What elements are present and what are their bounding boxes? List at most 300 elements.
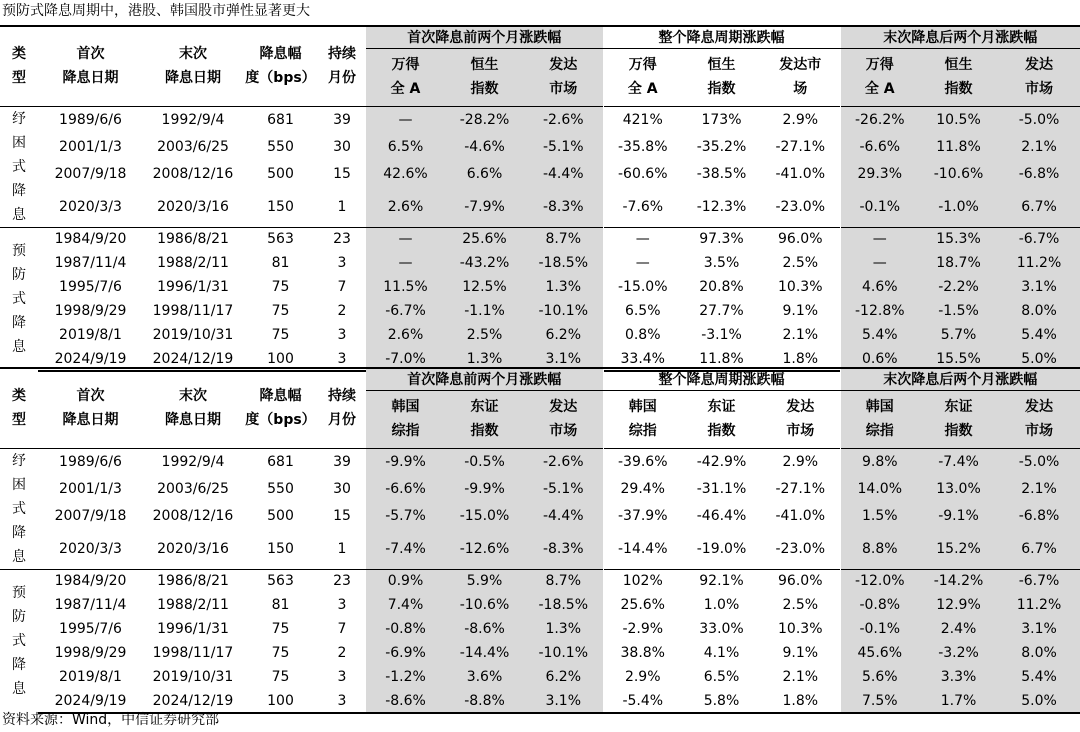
info-cell: 1988/2/11 [157,597,229,613]
value-cell: -1.0% [919,188,998,227]
value-cell: 33.4% [603,347,682,371]
value-cell: 7.5% [840,689,919,713]
value-cell: 0.8% [603,323,682,347]
value-cell: -37.9% [603,503,682,530]
info-cell: 500 [267,166,294,183]
value-cell: 102% [603,569,682,593]
value-cell: 18.7% [919,251,998,275]
value-cell: -5.0% [998,106,1080,133]
table-row [0,503,1080,530]
source-note: 资料来源：Wind，中信证券研究部 [2,712,220,728]
sub-header: 发达 市场 [786,399,815,439]
value-cell: 2.1% [998,133,1080,160]
value-cell: — [366,106,445,133]
info-cell: 2024/9/19 [38,689,143,713]
sub-header: 韩国 综指 [366,390,445,448]
value-cell: 6.2% [524,665,603,689]
category-relief: 纾 困 式 降 息 [0,448,38,569]
value-cell: 11.5% [366,275,445,299]
table-row [0,530,1080,569]
value-cell: 38.8% [603,641,682,665]
info-cell: 2024/9/19 [38,347,143,371]
value-cell: 96.0% [761,569,840,593]
value-cell: -18.5% [524,251,603,275]
info-cell: 100 [243,347,318,371]
table-row [0,161,1080,188]
value-cell: 45.6% [840,641,919,665]
value-cell: -2.6% [524,106,603,133]
value-cell: -1.1% [445,299,524,323]
value-cell: 9.1% [782,303,819,319]
group-post-header: 末次降息后两个月涨跌幅 [840,368,1080,390]
value-cell: 5.9% [445,569,524,593]
info-cell: 2020/3/3 [59,199,122,216]
value-cell: — [603,227,682,251]
value-cell: 3.1% [998,617,1080,641]
korea-japan-table [0,367,1080,714]
first-cut-header: 首次 降息日期 [38,368,143,448]
value-cell: 15.2% [919,530,998,569]
info-cell: 2019/10/31 [152,669,234,685]
value-cell: -19.0% [696,541,747,558]
value-cell: 2.6% [366,188,445,227]
value-cell: -35.2% [696,139,747,156]
info-cell: 1996/1/31 [157,279,229,295]
value-cell: -14.4% [445,641,524,665]
value-cell: -5.4% [603,689,682,713]
group-cycle-header: 整个降息周期涨跌幅 [603,368,840,390]
value-cell: 421% [603,106,682,133]
info-cell: 1989/6/6 [38,106,143,133]
value-cell: 3.3% [919,665,998,689]
info-cell: 2007/9/18 [54,166,127,183]
value-cell: -6.8% [998,503,1080,530]
value-cell: 27.7% [699,303,744,319]
value-cell: -2.9% [603,617,682,641]
value-cell: 10.3% [778,279,823,295]
value-cell: 15.5% [919,347,998,371]
value-cell: 11.2% [998,251,1080,275]
value-cell: -31.1% [696,481,747,498]
group-pre-header: 首次降息前两个月涨跌幅 [366,26,603,48]
group-cycle-header: 整个降息周期涨跌幅 [603,26,840,48]
value-cell: 2.9% [761,448,840,475]
info-cell: 2001/1/3 [59,481,122,498]
value-cell: -42.9% [682,448,761,475]
info-cell: 15 [333,166,351,183]
category-preventive: 预 防 式 降 息 [0,227,38,371]
info-cell: 1989/6/6 [38,448,143,475]
value-cell: — [366,227,445,251]
table-row [0,323,1080,347]
sub-header: 发达 市场 [998,48,1080,106]
info-cell: 30 [333,481,351,498]
sub-header: 东证 指数 [919,390,998,448]
table-row [0,641,1080,665]
value-cell: -7.0% [366,347,445,371]
value-cell: 97.3% [682,227,761,251]
value-cell: -9.1% [919,503,998,530]
group-pre-header: 首次降息前两个月涨跌幅 [366,368,603,390]
value-cell: -39.6% [603,448,682,475]
info-cell: 681 [243,448,318,475]
sub-header: 发达 市场 [524,48,603,106]
value-cell: -15.0% [603,275,682,299]
value-cell: 25.6% [445,227,524,251]
info-cell: 1998/9/29 [54,303,127,319]
value-cell: 1.0% [703,597,740,613]
value-cell: -43.2% [445,251,524,275]
value-cell: 9.1% [782,645,819,661]
value-cell: 1.3% [524,617,603,641]
info-cell: 2019/8/1 [59,669,122,685]
info-cell: 150 [267,541,294,558]
value-cell: -1.5% [919,299,998,323]
info-cell: 39 [318,448,366,475]
value-cell: -0.1% [840,617,919,641]
value-cell: 3.1% [524,347,603,371]
value-cell: -9.9% [366,448,445,475]
value-cell: -4.6% [445,133,524,160]
value-cell: — [366,251,445,275]
value-cell: -12.3% [696,199,747,216]
value-cell: 2.1% [782,669,819,685]
table-row [0,227,1080,251]
value-cell: 2.5% [782,255,819,271]
info-cell: 1 [337,541,347,558]
value-cell: 2.5% [445,323,524,347]
table-row [0,188,1080,227]
value-cell: -38.5% [696,166,747,183]
value-cell: -18.5% [524,593,603,617]
info-cell: 39 [318,106,366,133]
value-cell: -7.6% [603,188,682,227]
info-cell: 2008/12/16 [152,166,234,183]
duration-header: 持续 月份 [318,368,366,448]
value-cell: 2.9% [761,106,840,133]
value-cell: -5.7% [366,503,445,530]
value-cell: 8.0% [998,641,1080,665]
info-cell: 3 [318,689,366,713]
value-cell: 1.5% [840,503,919,530]
last-cut-header: 末次 降息日期 [143,26,243,106]
value-cell: 6.6% [445,161,524,188]
value-cell: 2.9% [603,665,682,689]
sub-header: 恒生 指数 [707,57,736,97]
info-cell: 75 [271,621,290,637]
value-cell: -14.4% [603,530,682,569]
info-cell: 2024/12/19 [143,347,243,371]
value-cell: -23.0% [775,199,826,216]
value-cell: 1.8% [761,347,840,371]
value-cell: 12.9% [919,593,998,617]
value-cell: 25.6% [603,593,682,617]
value-cell: -4.4% [524,503,603,530]
value-cell: 10.5% [919,106,998,133]
info-cell: 2019/8/1 [59,327,122,343]
value-cell: 5.0% [998,689,1080,713]
value-cell: 96.0% [761,227,840,251]
value-cell: 11.2% [998,593,1080,617]
info-cell: 7 [337,279,347,295]
value-cell: 8.0% [998,299,1080,323]
info-cell: 550 [267,481,294,498]
value-cell: 3.1% [524,689,603,713]
value-cell: -6.7% [366,299,445,323]
value-cell: 6.5% [703,669,740,685]
value-cell: -3.2% [919,641,998,665]
info-cell: 2003/6/25 [157,139,229,156]
value-cell: — [603,251,682,275]
value-cell: 42.6% [366,161,445,188]
value-cell: -7.4% [366,530,445,569]
value-cell: 6.5% [366,133,445,160]
value-cell: -6.6% [366,475,445,502]
value-cell: -8.6% [366,689,445,713]
value-cell: -14.2% [919,569,998,593]
value-cell: -8.3% [524,530,603,569]
value-cell: -6.8% [998,161,1080,188]
info-cell: 100 [243,689,318,713]
info-cell: 1987/11/4 [54,255,127,271]
hk-china-table [0,25,1080,372]
sub-header: 韩国 综指 [840,390,919,448]
info-cell: 1 [337,199,347,216]
info-cell: 1988/2/11 [157,255,229,271]
table-row [0,133,1080,160]
info-cell: 75 [271,645,290,661]
sub-header: 万得 全 A [840,48,919,106]
info-cell: 81 [271,597,290,613]
value-cell: 0.9% [366,569,445,593]
info-cell: 2008/12/16 [152,508,234,525]
info-cell: 2 [337,645,347,661]
value-cell: -6.9% [366,641,445,665]
info-cell: 7 [337,621,347,637]
info-cell: 2020/3/3 [59,541,122,558]
value-cell: -12.6% [445,530,524,569]
value-cell: -26.2% [840,106,919,133]
sub-header: 发达 市场 [998,390,1080,448]
value-cell: 1.7% [919,689,998,713]
value-cell: -5.1% [524,475,603,502]
value-cell: 1.3% [445,347,524,371]
value-cell: -6.6% [840,133,919,160]
value-cell: 2.4% [919,617,998,641]
info-cell: 2020/3/16 [157,199,229,216]
info-cell: 23 [318,569,366,593]
info-cell: 1995/7/6 [59,621,122,637]
value-cell: 12.5% [445,275,524,299]
value-cell: -7.9% [445,188,524,227]
sub-header: 万得 全 A [366,48,445,106]
table-row [0,569,1080,593]
last-cut-header: 末次 降息日期 [143,368,243,448]
value-cell: — [840,251,919,275]
category-relief: 纾 困 式 降 息 [0,106,38,227]
value-cell: -8.6% [445,617,524,641]
value-cell: -41.0% [775,508,826,525]
sub-header: 万得 全 A [603,48,682,106]
info-cell: 30 [333,139,351,156]
value-cell: 2.5% [782,597,819,613]
value-cell: -4.4% [524,161,603,188]
value-cell: -8.3% [524,188,603,227]
info-cell: 2003/6/25 [157,481,229,498]
value-cell: 5.4% [840,323,919,347]
value-cell: 6.7% [998,188,1080,227]
info-cell: 3 [337,597,347,613]
table-row [0,275,1080,299]
info-cell: 2019/10/31 [152,327,234,343]
value-cell: 29.4% [603,475,682,502]
info-cell: 2007/9/18 [54,508,127,525]
value-cell: -60.6% [603,161,682,188]
table-row [0,106,1080,133]
sub-header: 东证 指数 [445,390,524,448]
table-row [0,593,1080,617]
value-cell: 33.0% [699,621,744,637]
info-cell: 1986/8/21 [143,227,243,251]
value-cell: 8.7% [524,227,603,251]
value-cell: 20.8% [699,279,744,295]
info-cell: 3 [318,347,366,371]
info-cell: 1995/7/6 [59,279,122,295]
table-row [0,665,1080,689]
table-row [0,617,1080,641]
value-cell: 92.1% [682,569,761,593]
info-cell: 75 [271,303,290,319]
value-cell: -15.0% [445,503,524,530]
info-cell: 23 [318,227,366,251]
value-cell: -12.8% [840,299,919,323]
value-cell: 13.0% [919,475,998,502]
value-cell: -6.7% [998,569,1080,593]
info-cell: 2 [337,303,347,319]
info-cell: 81 [271,255,290,271]
value-cell: 6.7% [998,530,1080,569]
info-cell: 1998/11/17 [152,645,234,661]
value-cell: 5.4% [998,665,1080,689]
value-cell: 3.5% [703,255,740,271]
info-cell: 1996/1/31 [157,621,229,637]
value-cell: 11.8% [919,133,998,160]
info-cell: 3 [337,255,347,271]
value-cell: -0.8% [840,593,919,617]
value-cell: -7.4% [919,448,998,475]
info-cell: 550 [267,139,294,156]
page-title: 预防式降息周期中，港股、韩国股市弹性显著更大 [2,3,310,19]
value-cell: -35.8% [603,133,682,160]
value-cell: -23.0% [775,541,826,558]
info-cell: 1987/11/4 [54,597,127,613]
sub-header: 恒生 指数 [919,48,998,106]
sub-header: 恒生 指数 [445,48,524,106]
value-cell: -6.7% [998,227,1080,251]
value-cell: 1.8% [761,689,840,713]
value-cell: 1.3% [524,275,603,299]
info-cell: 15 [333,508,351,525]
value-cell: 7.4% [366,593,445,617]
info-cell: 3 [337,669,347,685]
value-cell: -3.1% [701,327,742,343]
type-header: 类 型 [0,368,38,448]
value-cell: -8.8% [445,689,524,713]
group-post-header: 末次降息后两个月涨跌幅 [840,26,1080,48]
value-cell: -12.0% [840,569,919,593]
value-cell: 5.6% [840,665,919,689]
value-cell: -5.1% [524,133,603,160]
value-cell: 5.4% [998,323,1080,347]
category-preventive: 预 防 式 降 息 [0,569,38,713]
value-cell: 14.0% [840,475,919,502]
info-cell: 1998/9/29 [54,645,127,661]
sub-header: 东证 指数 [707,399,736,439]
info-cell: 1984/9/20 [38,227,143,251]
value-cell: -0.5% [445,448,524,475]
info-cell: 1992/9/4 [143,106,243,133]
value-cell: -41.0% [775,166,826,183]
value-cell: 8.8% [840,530,919,569]
value-cell: 3.1% [998,275,1080,299]
value-cell: -10.1% [524,641,603,665]
value-cell: 6.5% [603,299,682,323]
value-cell: 4.1% [703,645,740,661]
value-cell: -0.1% [840,188,919,227]
value-cell: -5.0% [998,448,1080,475]
info-cell: 1984/9/20 [38,569,143,593]
value-cell: -46.4% [696,508,747,525]
value-cell: -10.6% [919,161,998,188]
info-cell: 563 [243,227,318,251]
info-cell: 150 [267,199,294,216]
info-cell: 2020/3/16 [157,541,229,558]
value-cell: -1.2% [366,665,445,689]
info-cell: 500 [267,508,294,525]
duration-header: 持续 月份 [318,26,366,106]
value-cell: -27.1% [775,481,826,498]
value-cell: -10.1% [524,299,603,323]
value-cell: 10.3% [778,621,823,637]
info-cell: 681 [243,106,318,133]
sub-header: 韩国 综指 [603,390,682,448]
value-cell: 5.0% [998,347,1080,371]
value-cell: 5.8% [682,689,761,713]
value-cell: 15.3% [919,227,998,251]
value-cell: — [840,227,919,251]
value-cell: 2.6% [366,323,445,347]
info-cell: 75 [271,669,290,685]
value-cell: 2.1% [782,327,819,343]
value-cell: 6.2% [524,323,603,347]
value-cell: -10.6% [445,593,524,617]
table-row [0,448,1080,475]
value-cell: 3.6% [445,665,524,689]
type-header: 类 型 [0,26,38,106]
info-cell: 3 [337,327,347,343]
cut-size-header: 降息幅 度（bps） [243,26,318,106]
value-cell: 5.7% [919,323,998,347]
info-cell: 1986/8/21 [143,569,243,593]
value-cell: 8.7% [524,569,603,593]
info-cell: 563 [243,569,318,593]
value-cell: -2.2% [919,275,998,299]
value-cell: -2.6% [524,448,603,475]
info-cell: 1998/11/17 [152,303,234,319]
info-cell: 75 [271,327,290,343]
value-cell: 173% [682,106,761,133]
value-cell: 4.6% [840,275,919,299]
